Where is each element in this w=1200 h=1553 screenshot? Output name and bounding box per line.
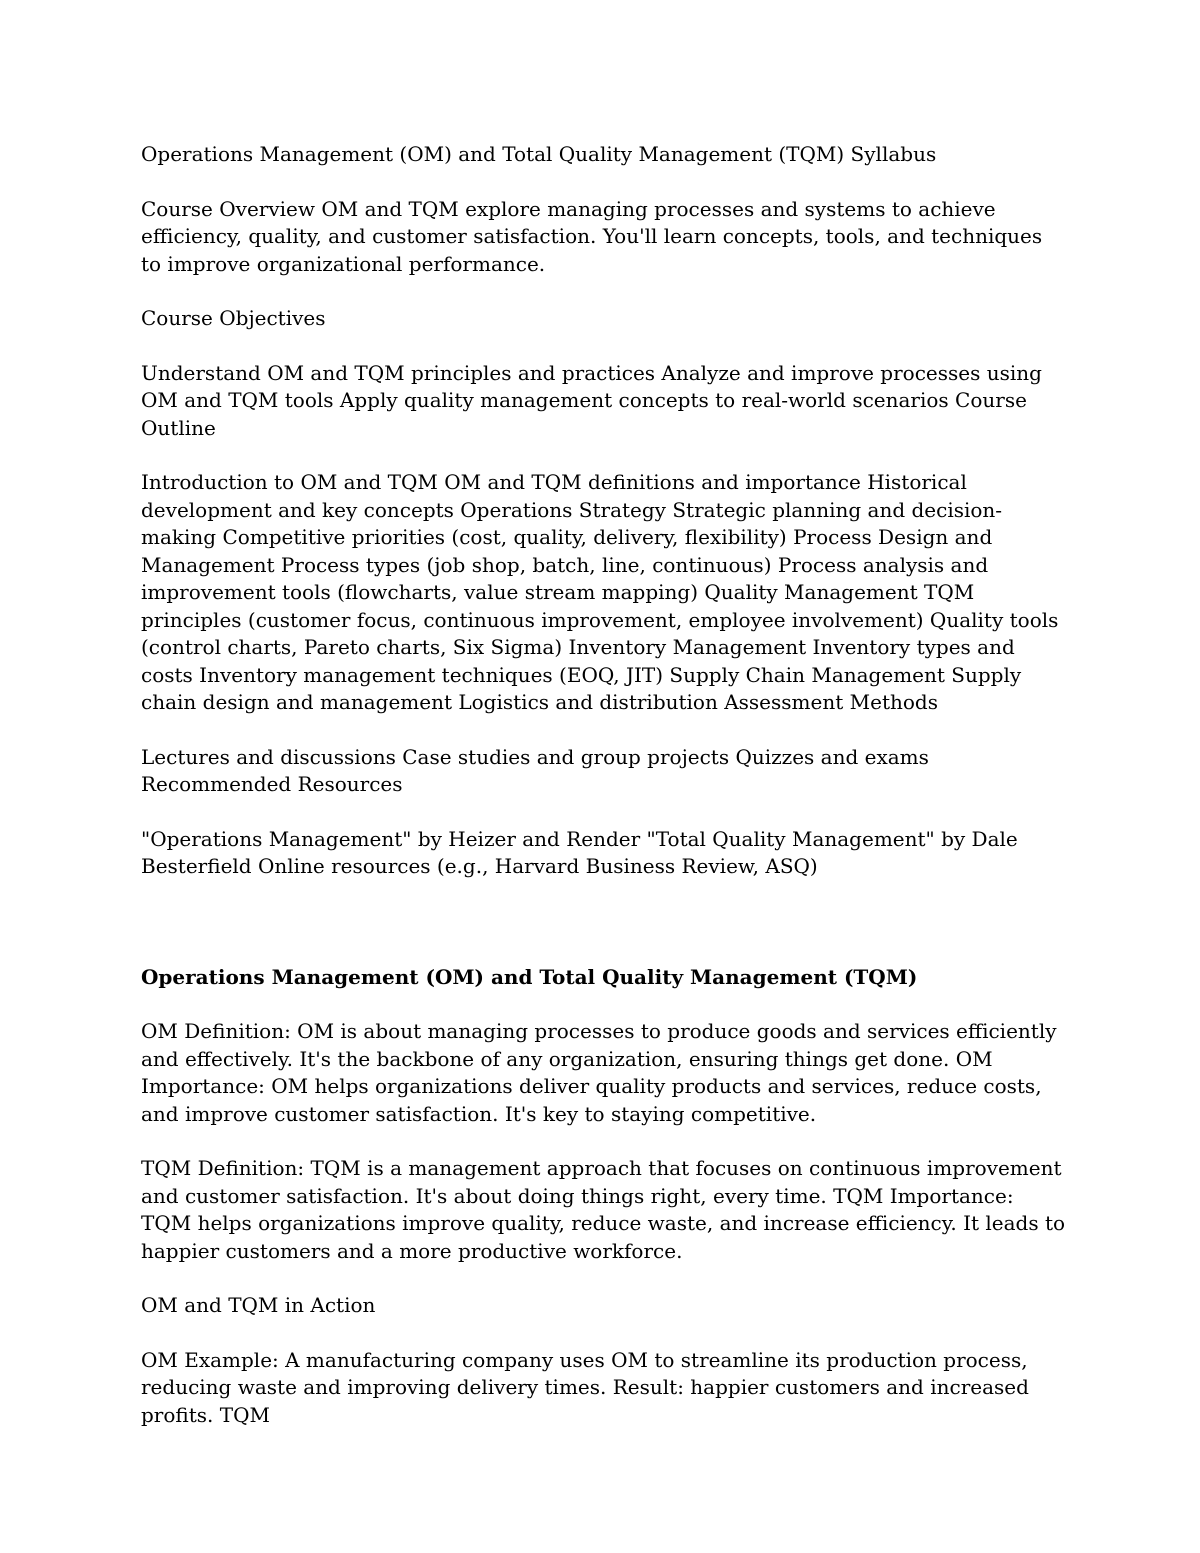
in-action-heading: OM and TQM in Action	[141, 1293, 376, 1317]
om-example-text: OM Example: A manufacturing company uses OM to streamline its production process, reducing waste and improving delivery times. Result: happier customers and increased profits. TQM	[141, 1347, 1029, 1427]
document-title: Operations Management (OM) and Total Quality Management (TQM) Syllabus	[141, 142, 937, 166]
resources-text: "Operations Management" by Heizer and Render "Total Quality Management" by Dale Besterfield Online resources (e.g., Harvard Business Review, ASQ)	[141, 826, 1018, 878]
section-spacer	[141, 908, 1066, 964]
section-heading: Operations Management (OM) and Total Quality Management (TQM)	[141, 964, 918, 989]
tqm-definition-text: TQM Definition: TQM is a management approach that focuses on continuous improvement and customer satisfaction. It's about doing things right, every time. TQM Importance: TQM helps organizations improve quality, reduce waste, and increase efficiency. It leads to happier customers and a more productive workforce.	[141, 1156, 1066, 1263]
om-definition-text: OM Definition: OM is about managing processes to produce goods and services efficiently and effectively. It's the backbone of any organization, ensuring things get done. OM Importance: OM helps organizations deliver quality products and services, reduce costs, and improve customer satisfaction. It's key to staying competitive.	[141, 1019, 1057, 1126]
objectives-heading: Course Objectives	[141, 306, 326, 330]
course-overview: Course Overview OM and TQM explore managing processes and systems to achieve efficiency, quality, and customer satisfaction. You'll learn concepts, tools, and techniques to improve organizational performance.	[141, 196, 1043, 276]
document-page	[141, 141, 1066, 1456]
assessment-text: Lectures and discussions Case studies and group projects Quizzes and exams Recommended Resources	[141, 744, 929, 796]
course-outline-text: Introduction to OM and TQM OM and TQM definitions and importance Historical development and key concepts Operations Strategy Strategic planning and decision-making Competitive priorities (cost, quality, delivery, flexibility) Process Design and Management Process types (job shop, batch, line, continuous) Process analysis and improvement tools (flowcharts, value stream mapping) Quality Management TQM principles (customer focus, continuous improvement, employee involvement) Quality tools (control charts, Pareto charts, Six Sigma) Inventory Management Inventory types and costs Inventory management techniques (EOQ, JIT) Supply Chain Management Supply chain design and management Logistics and distribution Assessment Methods	[141, 470, 1059, 714]
objectives-text: Understand OM and TQM principles and practices Analyze and improve processes using OM and TQM tools Apply quality management concepts to real-world scenarios Course Outline	[141, 360, 1042, 440]
